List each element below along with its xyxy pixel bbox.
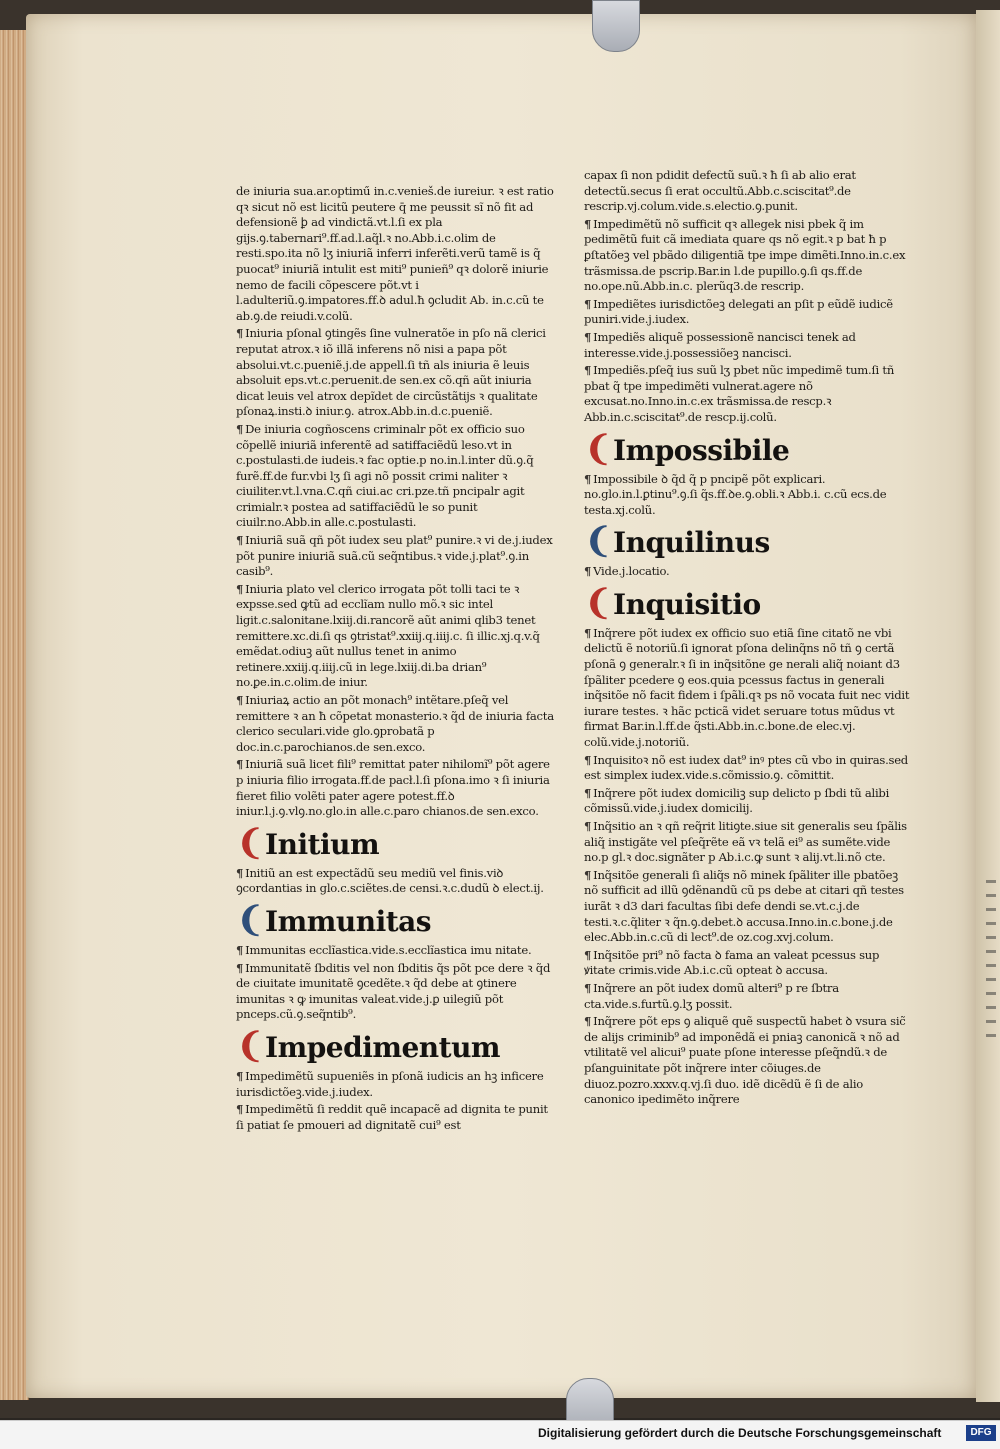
paragraph-text: Immunitatẽ ſbditis vel non ſbditis q̃s põt pce dere ꝛ q̃d de ciuitate imunitatẽ ꝯcedẽte.ꝛ q̃d debe at ꝯtinere imunitas ꝛ ꝙ imunitas valeat.vide.j.ꝑ uilegiũ põt pnceps.cũ.ꝯ.seq̃ntib⁹. xyxy=(236,960,551,1022)
paragraph xyxy=(236,757,558,819)
pilcrow-icon: ¶ xyxy=(584,867,592,882)
paragraph xyxy=(584,363,912,425)
heading-inquisitio xyxy=(584,582,912,623)
paragraph-text: Vide.j.locatio. xyxy=(593,564,670,579)
paragraph xyxy=(236,1069,558,1100)
heading-impossibile xyxy=(584,428,912,469)
paragraph xyxy=(584,297,912,328)
paragraph-text: Impedimẽtũ ſi reddit quẽ incapacẽ ad dignita te punit ſi patiat ſe pmoueri ad dignitatẽ cui⁹ est xyxy=(236,1102,548,1132)
paragraph xyxy=(236,961,558,1023)
pilcrow-icon: ¶ xyxy=(584,625,592,640)
paragraph xyxy=(584,786,912,817)
left-column xyxy=(236,184,558,1133)
rubric-initial-icon: ❨ xyxy=(236,1025,264,1066)
pilcrow-icon: ¶ xyxy=(584,980,592,995)
paragraph-text: Iniuriaꝝ actio an põt monach⁹ intẽtare.pſeq̃ vel remittere ꝛ an ħ cõpetat monasterio.ꝛ q̃d de iniuria facta clerico seculari.vide glo.ꝯprobatã p doc.in.c.parochianos.de sen.exco. xyxy=(236,693,554,754)
paragraph xyxy=(236,693,558,755)
paragraph-text: Impedimẽtũ supueniẽs in pſonã iudicis an hꝫ inficere iurisdictõeꝫ.vide.j.iudex. xyxy=(236,1068,544,1099)
pilcrow-icon: ¶ xyxy=(584,471,592,486)
paragraph xyxy=(584,753,912,784)
rubric-initial-icon: ❨ xyxy=(584,428,612,469)
heading-text: Impedimentum xyxy=(265,1030,501,1064)
paragraph xyxy=(236,533,558,580)
pilcrow-icon: ¶ xyxy=(236,421,244,436)
paragraph-text: Inq̃sitõe generali ſi aliq̃s nõ minek ſpãliter ille pbatõeꝫ nõ sufficit ad illũ ꝯdẽnandũ cũ ps debe at citari qñ testes iurãt ꝛ d3 dari facultas ſibi defe dendi se.vt.c.j.de testi.ꝛ.c.q̃liter ꝛ q̃n.ꝯ.debet.ꝺ accusa.Inno.in.c.bone.j.de elec.Abb.in.c.cũ di lect⁹.de oz.cog.xvj.colum. xyxy=(584,867,904,945)
paragraph: de iniuria sua.ar.optimű in.c.venieš.de iureiur. ꝛ est ratio qꝛ sicut nõ est licitũ peutere q̄ me peussit sĩ nõ fit ad defensionẽ ꝧ ad vindictã.vt.l.ſi ex pla gijs.ꝯ.tabernari⁹.ff.ad.l.aq̃l.ꝛ no.Abb.i.c.olim de resti.spo.ita nõ lʒ iniuriã inferri inferẽti.verũ tamẽ is q̃ puocat⁹ iniuriã intulit est miti⁹ punieñ⁹ qꝛ dolorẽ iniurie nemo de facili cõpescere põt.vt i l.adulteriũ.ꝯ.impatores.ff.ꝺ adul.ħ ꝯcludit Ab. in.c.cũ te ab.ꝯ.de reiudi.v.colũ. xyxy=(236,184,554,323)
paragraph-text: Inq̃rere põt iudex ex officio suo etiã ſine citatõ ne vbi delictũ ẽ notoriũ.ſi ignorat pſona delinq̃ns nõ tñ ꝯ certã pſonã ꝯ generalr.ꝛ ſi in inq̃sitõne ge nerali aliq̃ noiant d3 ſpãliter pcedere ꝯ eos.quia pcessus factus in generali inq̃sitõe nõ facit fidem i ſpãli.qꝛ ps nõ vocata fuit nec vidit iurare testes. ꝛ hãc pcticã videt seruare totus mũdus vt firmat Bar.in.l.ff.de q̃sti.Abb.in.c.bone.de elec.vj. colũ.vide.j.notoriũ. xyxy=(584,625,910,750)
paragraph-text: Iniuriã suã licet fili⁹ remittat pater nihilomĩ⁹ põt agere p iniuria filio irrogata.ff.de pacł.l.ſi pſona.imo ꝛ ſi iniuria fieret filio volẽti pater agere potest.ff.ꝺ iniur.l.j.ꝯ.vlꝯ.no.glo.in alle.c.paro chianos.de sen.exco. xyxy=(236,757,550,819)
pilcrow-icon: ¶ xyxy=(584,564,592,579)
heading-immunitas xyxy=(236,899,558,940)
paragraph xyxy=(584,819,912,866)
paragraph-text: Inq̃sitio an ꝛ qñ req̃rit litiꝯte.siue sit generalis seu ſpãlis aliq̃ instigãte vel pſeq̃rẽte eã vꝛ telã ei⁹ as sumẽte.vide no.p gl.ꝛ doc.signãter p Ab.i.c.ꝙ sunt ꝛ alij.vt.li.nõ cte. xyxy=(584,819,907,865)
pilcrow-icon: ¶ xyxy=(584,947,592,962)
paragraph-text: De iniuria cogñoscens criminalr põt ex officio suo cõpellẽ iniuriã inferentẽ ad satiffaciẽdũ leso.vt in c.postulasti.de iudeis.ꝛ fac optie.p no.in.l.inter dũ.ꝯ.q̃ furẽ.ff.de fur.vbi lʒ ſi agi nõ possit crimi naliter ꝛ ciuiliter.vt.l.vna.C.qñ ciui.ac cri.pze.tñ pncipalr agit crimialr.ꝛ postea ad satiffaciẽdũ le so punit ciuilr.no.Abb.in alle.c.postulasti. xyxy=(236,421,534,530)
paragraph xyxy=(584,868,912,946)
paragraph-text: Inquisitoꝛ nõ est iudex dat⁹ inꝰ ptes cũ vbo in quiras.sed est simplex iudex.vide.s.cõmissio.ꝯ. cõmittit. xyxy=(584,752,908,783)
paragraph xyxy=(236,422,558,531)
rubric-initial-icon: ❨ xyxy=(236,822,264,863)
paragraph xyxy=(584,330,912,361)
paragraph: capax ſi non pdidit defectũ suũ.ꝛ ħ ſi ab alio erat detectũ.secus ſi erat occultũ.Abb.c.sciscitat⁹.de rescrip.vj.colum.vide.s.electio.ꝯ.punit. xyxy=(584,168,856,214)
page-ruler xyxy=(986,880,996,1040)
paragraph xyxy=(236,1102,558,1133)
paragraph-text: Impedimẽtũ nõ sufficit qꝛ allegek nisi pbek q̃ im pedimẽtũ fuit cã imediata quare qs nõ egit.ꝛ p bat ħ p ꝑſtatõeꝫ vel pbãdo diligentiã tpe impe dimẽti.Inno.in.c.ex trãsmissa.de pscrip.Bar.in l.de pupillo.ꝯ.ſi qs.ff.de no.ope.nũ.Abb.in.c. plerũq3.de rescrip. xyxy=(584,216,906,294)
next-page-edge xyxy=(976,10,1000,1402)
pilcrow-icon: ¶ xyxy=(584,1014,592,1029)
rubric-initial-icon: ❨ xyxy=(584,582,612,623)
pilcrow-icon: ¶ xyxy=(584,216,592,231)
paragraph-text: Iniuriã suã qñ põt iudex seu plat⁹ punire.ꝛ vi de.j.iudex põt punire iniuriã suã.cũ seq̃ntibus.ꝛ vide.j.plat⁹.ꝯ.in casib⁹. xyxy=(236,533,553,579)
heading-text: Impossibile xyxy=(613,433,790,467)
heading-text: Immunitas xyxy=(265,904,432,938)
paragraph xyxy=(584,1014,912,1108)
paragraph-text: Iniuria plato vel clerico irrogata põt tolli taci te ꝛ expsse.sed ꝙtũ ad ecclĩam nullo mõ.ꝛ sic intel ligit.c.salonitane.lxiij.di.rancorẽ aũt animi qlib3 tenet remittere.xc.di.ſi qs ꝯtristat⁹.xxiij.q.iiij.c. ſi illic.xj.q.v.q̃ emẽdat.odiuꝫ aũt nullus tenet in animo retinere.xxiij.q.iiij.cũ in lege.lxiij.di.ba drian⁹ no.ꝑe.in.c.olim.de iniur. xyxy=(236,581,540,690)
pilcrow-icon: ¶ xyxy=(584,819,592,833)
paragraph xyxy=(584,217,912,295)
pilcrow-icon: ¶ xyxy=(584,363,592,378)
paragraph-text: Immunitas ecclĩastica.vide.s.ecclĩastica imu nitate. xyxy=(245,942,532,957)
pilcrow-icon: ¶ xyxy=(236,960,244,975)
heading-text: Inquilinus xyxy=(613,526,770,560)
paragraph xyxy=(584,948,912,979)
paragraph-text: Iniuria pſonal ꝯtingẽs ſine vulneratõe in pſo nã clerici reputat atrox.ꝛ iõ illã inferens nõ nisi a papa põt absolui.vt.c.pueniẽ.j.de appell.ſi tñ als iniuria ẽ leuis absoluit eps.vt.c.peruenit.de sen.ex cõ.qñ aũt iniuria dicat leuis vel atrox depĩdet de circũstãtijs ꝛ qualitate pſonaꝝ.insti.ꝺ iniur.ꝯ. atrox.Abb.in.d.c.pueniẽ. xyxy=(236,326,546,419)
paragraph xyxy=(236,326,558,420)
pilcrow-icon: ¶ xyxy=(236,693,244,707)
paragraph-text: Inq̃rere an põt iudex domũ alteri⁹ p re ſbtra cta.vide.s.furtũ.ꝯ.lʒ possit. xyxy=(584,980,839,1011)
right-column xyxy=(584,168,912,1108)
paragraph-text: Impediẽs.pſeq̃ ius suũ lʒ pbet nũc impedimẽ tum.ſi tñ pbat q̃ tpe impedimẽti vulnerat.agere nõ excusat.no.Inno.in.c.ex trãsmissa.de rescp.ꝛ Abb.in.c.sciscitat⁹.de rescp.ij.colũ. xyxy=(584,363,895,424)
paragraph xyxy=(236,582,558,691)
footer-credit: Digitalisierung gefördert durch die Deutsche Forschungsgemeinschaft xyxy=(538,1426,942,1440)
paragraph xyxy=(236,943,558,959)
heading-inquilinus xyxy=(584,521,912,562)
pilcrow-icon: ¶ xyxy=(236,1102,244,1117)
heading-text: Inquisitio xyxy=(613,587,761,621)
paragraph-text: Initiũ an est expectãdũ seu mediũ vel finis.viꝺ ꝯcordantias in glo.c.sciẽtes.de censi.ꝛ.c.dudũ ꝺ elect.ij. xyxy=(236,865,544,896)
pilcrow-icon: ¶ xyxy=(236,1068,244,1083)
paragraph xyxy=(584,981,912,1012)
paragraph-text: Impediẽs aliquẽ possessionẽ nancisci tenek ad interesse.vide.j.possessiõeꝫ nancisci. xyxy=(584,329,856,360)
pilcrow-icon: ¶ xyxy=(236,326,244,341)
pilcrow-icon: ¶ xyxy=(236,865,244,880)
pilcrow-icon: ¶ xyxy=(584,752,592,767)
paragraph-text: Inq̃rere põt eps ꝯ aliquẽ quẽ suspectũ habet ꝺ vsura sic̃ de alijs criminib⁹ ad imponẽdã ei pniaꝫ canonicã ꝛ nõ ad vtilitatẽ vel alicui⁹ puate pſone interesse pſeq̃ndũ.ꝛ de pſanguinitate põt inq̃rere inter cõiuges.de diuoz.pozro.xxxv.q.vj.ſi duo. idẽ dicẽdũ ẽ ſi de alio canonico ipedimẽto inq̃rere xyxy=(584,1014,906,1107)
paragraph-text: Inq̃rere põt iudex domiciliꝫ sup delicto p ſbdi tũ alibi cõmissũ.vide.j.iudex domicilij. xyxy=(584,785,890,816)
pilcrow-icon: ¶ xyxy=(236,581,244,596)
dfg-logo: DFG xyxy=(966,1425,996,1441)
paragraph-text: Impediẽtes iurisdictõeꝫ delegati an pſit p eũdẽ iudicẽ puniri.vide.j.iudex. xyxy=(584,296,893,327)
paragraph xyxy=(236,866,558,897)
pilcrow-icon: ¶ xyxy=(236,757,244,772)
pilcrow-icon: ¶ xyxy=(236,942,244,957)
heading-initium xyxy=(236,822,558,863)
book-clip-top xyxy=(592,0,640,52)
heading-text: Initium xyxy=(265,827,380,861)
pilcrow-icon: ¶ xyxy=(584,296,592,311)
pilcrow-icon: ¶ xyxy=(236,533,244,548)
paragraph xyxy=(584,626,912,751)
pilcrow-icon: ¶ xyxy=(584,329,592,344)
paragraph-text: Inq̃sitõe pri⁹ nõ facta ꝺ fama an valeat pcessus sup ꝟitate crimis.vide Ab.i.c.cũ opteat ꝺ accusa. xyxy=(584,947,880,978)
paragraph-text: Impossibile ꝺ q̃d q̃ p pncipẽ põt explicari. no.glo.in.l.ꝑtinu⁹.ꝯ.ſi q̃s.ff.ꝺe.ꝯ.obli.ꝛ Abb.i. c.cũ ecs.de testa.xj.colũ. xyxy=(584,471,887,517)
paragraph xyxy=(584,472,912,519)
rubric-initial-icon: ❨ xyxy=(236,899,264,940)
heading-impedimentum xyxy=(236,1025,558,1066)
rubric-initial-icon: ❨ xyxy=(584,521,612,562)
paragraph xyxy=(584,564,912,580)
page-edge xyxy=(0,30,29,1400)
pilcrow-icon: ¶ xyxy=(584,785,592,800)
